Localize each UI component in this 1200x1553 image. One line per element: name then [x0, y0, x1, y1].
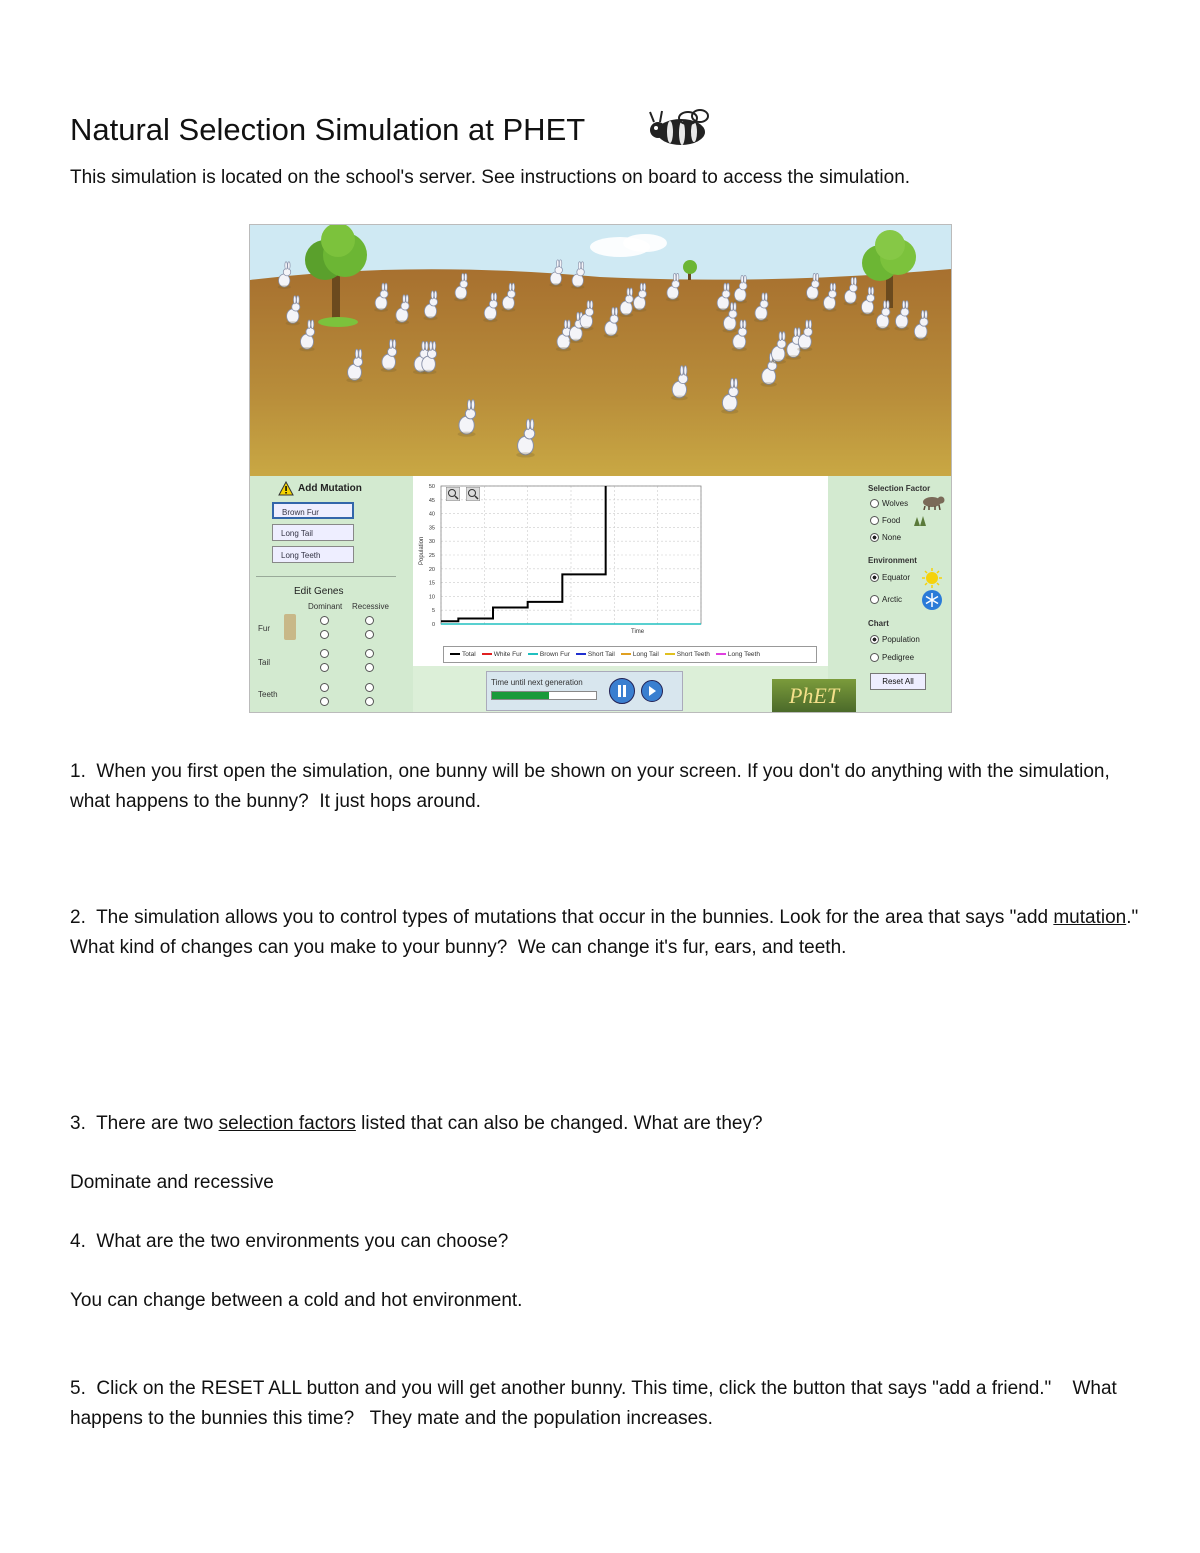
equator-option[interactable]: Equator: [870, 573, 910, 582]
edit-genes-heading: Edit Genes: [294, 586, 344, 597]
step-button[interactable]: [641, 680, 663, 702]
wolves-option[interactable]: Wolves: [870, 499, 908, 508]
tail-recessive-radio[interactable]: [365, 649, 374, 658]
simulation-screenshot: [249, 224, 952, 713]
question-2: 2. The simulation allows you to control types of mutations that occur in the bunnies. Look for the area that says "add mutation." What kind of changes can you make to your bunny? We can change it's fur, ears, and teeth.: [70, 907, 1139, 958]
population-option[interactable]: Population: [870, 635, 920, 644]
y-tick-label: 35: [428, 525, 435, 532]
legend-swatch: [621, 653, 631, 655]
environment-heading: Environment: [868, 556, 917, 565]
chart-legend: [443, 646, 817, 663]
dominant-header: Dominant: [308, 602, 343, 611]
legend-entry: White Fur: [493, 651, 522, 658]
intro-text: This simulation is located on the school's server. See instructions on board to access the simulation.: [70, 167, 911, 188]
tail-recessive-radio-2[interactable]: [365, 663, 374, 672]
teeth-dominant-radio-2[interactable]: [320, 697, 329, 706]
wolf-icon: [920, 494, 946, 510]
y-tick-label: 15: [428, 580, 435, 587]
arctic-option[interactable]: Arctic: [870, 595, 902, 604]
gene-row-fur: Fur: [258, 624, 270, 633]
answer-4: You can change between a cold and hot environment.: [70, 1290, 523, 1311]
pedigree-option[interactable]: Pedigree: [870, 653, 914, 662]
y-tick-label: 50: [428, 484, 435, 490]
question-3: 3. There are two selection factors listed that can also be changed. What are they?: [70, 1113, 763, 1134]
answer-5: They mate and the population increases.: [369, 1408, 713, 1429]
question-4: 4. What are the two environments you can choose?: [70, 1231, 509, 1252]
zoom-in-icon[interactable]: [446, 487, 460, 501]
legend-swatch: [665, 653, 675, 655]
population-chart: [413, 476, 828, 666]
mutation-panel: [250, 476, 413, 712]
legend-entry: Short Teeth: [676, 651, 710, 658]
tail-dominant-radio[interactable]: [320, 649, 329, 658]
generation-progress-fill: [492, 692, 549, 699]
answer-3: Dominate and recessive: [70, 1172, 274, 1193]
warning-icon: [278, 481, 294, 496]
brown-fur-button[interactable]: Brown Fur: [272, 502, 354, 519]
y-tick-label: 20: [428, 566, 435, 573]
legend-swatch: [716, 653, 726, 655]
legend-swatch: [482, 653, 492, 655]
pause-button[interactable]: [609, 678, 635, 704]
gene-row-teeth: Teeth: [258, 690, 278, 699]
fur-dominant-radio-2[interactable]: [320, 630, 329, 639]
fur-recessive-radio-2[interactable]: [365, 630, 374, 639]
teeth-dominant-radio[interactable]: [320, 683, 329, 692]
y-tick-label: 45: [428, 497, 435, 504]
y-tick-label: 30: [428, 539, 435, 546]
legend-swatch: [576, 653, 586, 655]
legend-entry: Total: [462, 651, 476, 658]
legend-swatch: [528, 653, 538, 655]
y-tick-label: 10: [428, 594, 435, 601]
y-tick-label: 5: [431, 608, 435, 615]
legend-entry: Long Teeth: [727, 651, 760, 658]
answer-2: We can change it's fur, ears, and teeth.: [517, 937, 847, 958]
food-option[interactable]: Food: [870, 516, 900, 525]
teeth-recessive-radio-2[interactable]: [365, 697, 374, 706]
none-option[interactable]: None: [870, 533, 901, 542]
y-tick-label: 0: [431, 622, 435, 628]
generation-panel: [486, 671, 683, 711]
selection-factor-heading: Selection Factor: [868, 484, 931, 493]
legend-entry: Brown Fur: [539, 651, 570, 658]
reset-all-button[interactable]: Reset All: [870, 673, 926, 690]
series-line-total: [441, 486, 606, 621]
teeth-recessive-radio[interactable]: [365, 683, 374, 692]
food-icon: [912, 514, 928, 528]
y-tick-label: 40: [428, 511, 435, 518]
y-tick-label: 25: [428, 553, 435, 559]
phet-bee-icon: [648, 106, 710, 150]
snowflake-icon: [922, 590, 942, 610]
legend-entry: Short Tail: [587, 651, 615, 658]
fur-recessive-radio[interactable]: [365, 616, 374, 625]
gene-row-tail: Tail: [258, 658, 271, 667]
settings-panel: [828, 476, 951, 712]
legend-swatch: [450, 653, 460, 655]
recessive-header: Recessive: [352, 602, 389, 611]
question-1: 1. When you first open the simulation, one bunny will be shown on your screen. If you don't do anything with the simulation, what happens to the bunny? It just hops around.: [70, 761, 1110, 812]
long-teeth-button[interactable]: Long Teeth: [272, 546, 354, 563]
tail-dominant-radio-2[interactable]: [320, 663, 329, 672]
sun-icon: [922, 568, 942, 588]
fur-dominant-radio[interactable]: [320, 616, 329, 625]
question-5: 5. Click on the RESET ALL button and you will get another bunny. This time, click the button that says "add a friend." What happens to the bunnies this time? They mate and the population increases.: [70, 1378, 1117, 1429]
long-tail-button[interactable]: Long Tail: [272, 524, 354, 541]
zoom-out-icon[interactable]: [466, 487, 480, 501]
add-mutation-heading: Add Mutation: [298, 483, 362, 494]
fur-swatch: [284, 614, 296, 640]
y-axis-label: Population: [419, 536, 425, 565]
generation-progress-bar: [491, 691, 597, 700]
divider: [256, 576, 396, 577]
chart-heading: Chart: [868, 619, 889, 628]
phet-logo: PhET: [772, 679, 856, 712]
habitat-scene: [250, 225, 951, 477]
generation-label: Time until next generation: [491, 678, 583, 687]
legend-entry: Long Tail: [632, 651, 659, 658]
page-title: Natural Selection Simulation at PHET: [70, 112, 586, 147]
x-axis-label: Time: [631, 629, 645, 635]
answer-1: It just hops around.: [319, 791, 481, 812]
